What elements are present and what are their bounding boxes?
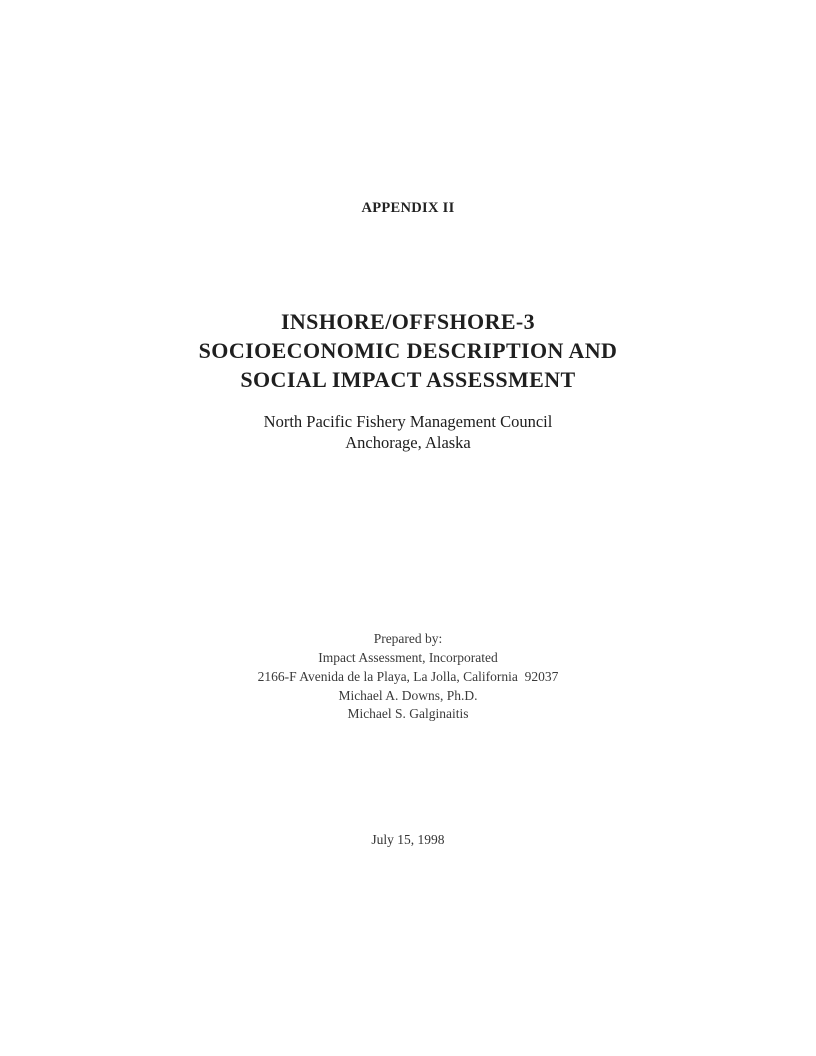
organization-name: North Pacific Fishery Management Council bbox=[263, 412, 553, 431]
author-name: Michael S. Galginaitis bbox=[347, 706, 469, 721]
organization-location: Anchorage, Alaska bbox=[345, 433, 471, 452]
document-title-line-2: SOCIOECONOMIC DESCRIPTION AND bbox=[198, 338, 618, 363]
appendix-label: APPENDIX II bbox=[361, 200, 455, 216]
document-title-line-3: SOCIAL IMPACT ASSESSMENT bbox=[240, 367, 576, 392]
preparer-address: 2166-F Avenida de la Playa, La Jolla, California 92037 bbox=[257, 669, 559, 684]
prepared-by-label: Prepared by: bbox=[373, 631, 443, 646]
author-name: Michael A. Downs, Ph.D. bbox=[338, 688, 478, 703]
document-date: July 15, 1998 bbox=[371, 832, 445, 847]
document-title-line-1: INSHORE/OFFSHORE-3 bbox=[280, 309, 536, 334]
preparer-firm: Impact Assessment, Incorporated bbox=[318, 650, 498, 665]
